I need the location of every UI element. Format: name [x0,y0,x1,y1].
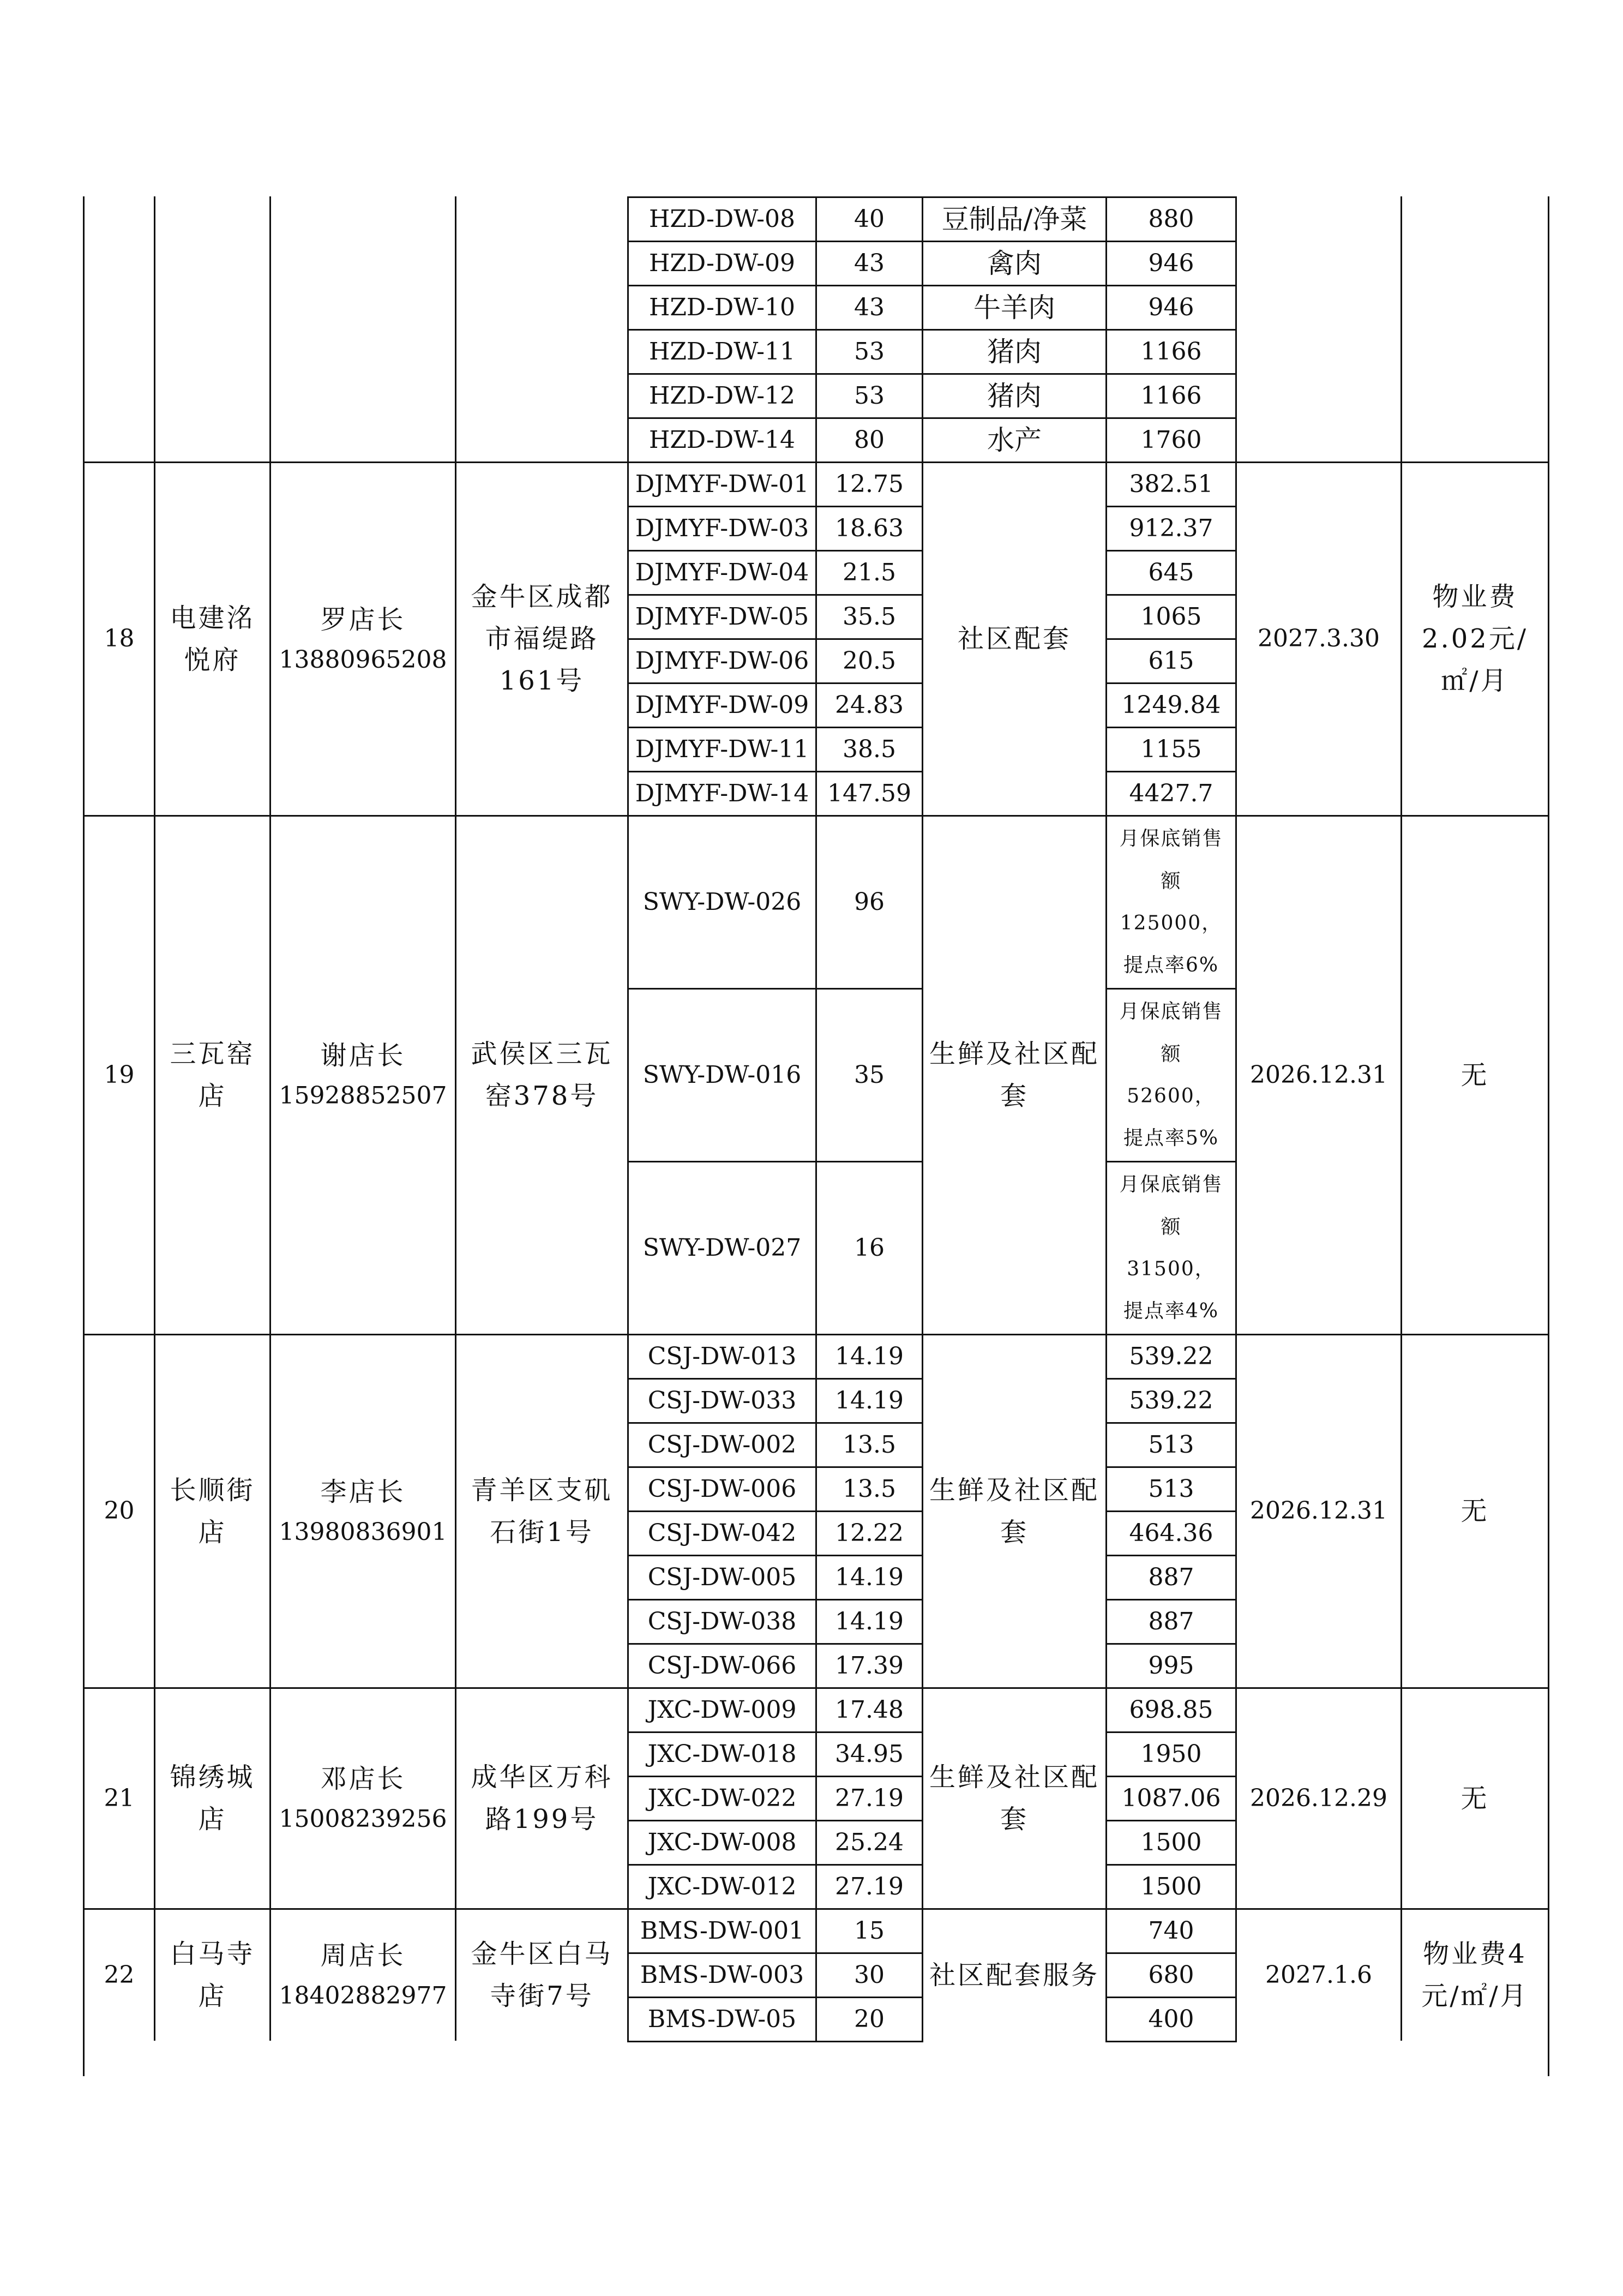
store-name: 白马寺店 [170,1939,255,2011]
store-address: 青羊区支矶石街1号 [471,1474,613,1548]
business-category: 生鲜及社区配套 [929,1474,1099,1548]
unit-code: DJMYF-DW-11 [635,735,809,763]
unit-category: 牛羊肉 [973,292,1055,323]
unit-amount: 1950 [1140,1740,1202,1768]
table-right-border [1548,196,1549,2076]
store-address: 成华区万科路199号 [471,1762,613,1835]
unit-category: 禽肉 [987,248,1042,279]
store-address: 金牛区成都市福缇路161号 [471,582,613,696]
unit-area: 96 [854,888,885,916]
unit-area: 80 [854,425,885,454]
unit-area: 53 [854,381,885,410]
store-number: 19 [104,1060,135,1089]
unit-area: 16 [854,1233,885,1262]
lease-expiry: 2027.1.6 [1265,1961,1372,1989]
unit-amount: 645 [1148,558,1194,586]
unit-category: 水产 [987,424,1042,456]
unit-amount: 698.85 [1129,1695,1213,1724]
unit-area: 18.63 [835,514,904,542]
store-number: 22 [104,1961,135,1989]
unit-code: HZD-DW-10 [648,293,796,321]
unit-area: 35 [854,1060,885,1089]
unit-code: HZD-DW-12 [648,381,796,410]
unit-code: BMS-DW-003 [640,1961,804,1989]
property-fee: 无 [1460,1059,1489,1090]
store-address: 金牛区白马寺街7号 [471,1939,613,2011]
column-divider [154,196,155,461]
business-category: 生鲜及社区配套 [929,1039,1099,1111]
unit-area: 25.24 [835,1828,904,1856]
unit-amount: 880 [1148,205,1194,233]
unit-amount: 539.22 [1129,1342,1213,1370]
store-contact [271,1689,455,1908]
unit-amount: 740 [1148,1916,1194,1945]
column-divider [269,196,271,461]
unit-code: CSJ-DW-006 [647,1474,797,1503]
unit-amount: 513 [1148,1474,1194,1503]
unit-amount: 1500 [1140,1872,1202,1901]
unit-area: 12.75 [835,470,904,498]
store-contact [271,1335,455,1687]
store-contact [271,463,455,815]
unit-code: SWY-DW-027 [642,1233,802,1262]
business-category: 社区配套 [957,624,1071,655]
unit-area: 27.19 [835,1872,904,1901]
unit-area: 27.19 [835,1784,904,1812]
row-divider [627,2041,923,2042]
unit-amount: 4427.7 [1129,779,1213,807]
unit-amount: 887 [1148,1563,1194,1591]
unit-code: CSJ-DW-013 [647,1342,797,1370]
unit-code: DJMYF-DW-14 [635,779,809,807]
unit-code: BMS-DW-05 [647,2005,797,2033]
unit-code: JXC-DW-022 [647,1784,797,1812]
unit-area: 20.5 [843,646,896,675]
store-contact [271,1910,455,2041]
unit-area: 40 [854,205,885,233]
store-contact [271,817,455,1334]
store-address: 武侯区三瓦窑378号 [471,1039,613,1111]
sales-terms: 月保底销售额52600，提点率5% [1119,1000,1223,1150]
unit-amount: 513 [1148,1430,1194,1459]
unit-code: JXC-DW-008 [647,1828,797,1856]
unit-amount: 1166 [1140,337,1202,365]
unit-area: 13.5 [843,1474,896,1503]
manager-name: 邓店长 [320,1764,406,1795]
unit-area: 13.5 [843,1430,896,1459]
unit-code: JXC-DW-009 [647,1695,797,1724]
sales-terms: 月保底销售额31500，提点率4% [1119,1173,1223,1323]
unit-amount: 946 [1148,249,1194,277]
manager-phone: 13980836901 [279,1518,447,1546]
unit-area: 35.5 [843,602,896,631]
business-category: 生鲜及社区配套 [929,1762,1099,1835]
unit-code: HZD-DW-09 [648,249,796,277]
unit-area: 14.19 [835,1386,904,1414]
unit-category: 猪肉 [987,380,1042,412]
manager-name: 周店长 [320,1940,406,1971]
unit-area: 24.83 [835,691,904,719]
unit-area: 30 [854,1961,885,1989]
store-name: 锦绣城店 [170,1762,255,1835]
unit-code: HZD-DW-14 [648,425,796,454]
property-fee: 物业费4元/㎡/月 [1421,1939,1529,2011]
manager-phone: 15008239256 [279,1805,447,1833]
unit-code: DJMYF-DW-01 [635,470,809,498]
unit-amount: 615 [1148,646,1194,675]
manager-phone: 13880965208 [279,645,447,674]
business-category: 社区配套服务 [929,1959,1099,1991]
unit-code: SWY-DW-016 [642,1060,802,1089]
lease-expiry: 2026.12.31 [1250,1060,1387,1089]
store-name: 三瓦窑店 [170,1039,255,1111]
manager-name: 李店长 [320,1476,406,1507]
unit-code: DJMYF-DW-09 [635,691,809,719]
unit-area: 34.95 [835,1740,904,1768]
unit-code: JXC-DW-018 [647,1740,797,1768]
sales-terms: 月保底销售额125000，提点率6% [1119,828,1223,977]
unit-code: DJMYF-DW-04 [635,558,809,586]
unit-amount: 1087.06 [1121,1784,1221,1812]
unit-area: 17.39 [835,1651,904,1680]
unit-area: 43 [854,293,885,321]
unit-code: CSJ-DW-002 [647,1430,797,1459]
unit-amount: 912.37 [1129,514,1213,542]
store-number: 18 [104,625,135,653]
property-fee: 物业费2.02元/㎡/月 [1421,582,1529,696]
manager-phone: 15928852507 [279,1082,447,1110]
lease-expiry: 2026.12.29 [1250,1784,1387,1812]
unit-area: 14.19 [835,1563,904,1591]
unit-code: CSJ-DW-042 [647,1519,797,1547]
manager-phone: 18402882977 [279,1982,447,2010]
unit-code: JXC-DW-012 [647,1872,797,1901]
unit-amount: 1155 [1140,735,1202,763]
column-divider [455,196,456,461]
store-name: 长顺街店 [170,1474,255,1548]
unit-amount: 464.36 [1129,1519,1213,1547]
unit-amount: 539.22 [1129,1386,1213,1414]
store-number: 21 [104,1784,135,1812]
store-number: 20 [104,1497,135,1525]
unit-code: CSJ-DW-005 [647,1563,797,1591]
unit-amount: 887 [1148,1607,1194,1635]
unit-code: CSJ-DW-066 [647,1651,797,1680]
unit-amount: 1760 [1140,425,1202,454]
unit-amount: 1500 [1140,1828,1202,1856]
unit-code: HZD-DW-08 [648,205,796,233]
unit-code: HZD-DW-11 [648,337,796,365]
unit-area: 38.5 [843,735,896,763]
property-fee: 无 [1460,1496,1489,1527]
unit-area: 12.22 [835,1519,904,1547]
unit-area: 20 [854,2005,885,2033]
unit-area: 14.19 [835,1342,904,1370]
unit-amount: 1249.84 [1121,691,1221,719]
unit-amount: 995 [1148,1651,1194,1680]
unit-code: DJMYF-DW-03 [635,514,809,542]
unit-amount: 1166 [1140,381,1202,410]
unit-area: 53 [854,337,885,365]
unit-amount: 946 [1148,293,1194,321]
unit-amount: 382.51 [1129,470,1213,498]
unit-amount: 680 [1148,1961,1194,1989]
unit-area: 43 [854,249,885,277]
store-name: 电建洺悦府 [170,602,255,675]
row-divider [1105,2041,1237,2042]
unit-area: 21.5 [843,558,896,586]
unit-code: CSJ-DW-038 [647,1607,797,1635]
unit-area: 17.48 [835,1695,904,1724]
property-fee: 无 [1460,1783,1489,1814]
unit-area: 15 [854,1916,885,1945]
unit-code: CSJ-DW-033 [647,1386,797,1414]
unit-amount: 400 [1148,2005,1194,2033]
manager-name: 罗店长 [320,604,406,635]
lease-expiry: 2027.3.30 [1258,625,1380,653]
lease-expiry: 2026.12.31 [1250,1497,1387,1525]
unit-code: DJMYF-DW-06 [635,646,809,675]
unit-category: 猪肉 [987,336,1042,368]
unit-code: BMS-DW-001 [640,1916,804,1945]
unit-amount: 1065 [1140,602,1202,631]
unit-code: SWY-DW-026 [642,888,802,916]
unit-area: 147.59 [827,779,911,807]
unit-category: 豆制品/净菜 [941,203,1087,235]
unit-area: 14.19 [835,1607,904,1635]
unit-code: DJMYF-DW-05 [635,602,809,631]
manager-name: 谢店长 [320,1040,406,1071]
column-divider [1400,196,1402,461]
